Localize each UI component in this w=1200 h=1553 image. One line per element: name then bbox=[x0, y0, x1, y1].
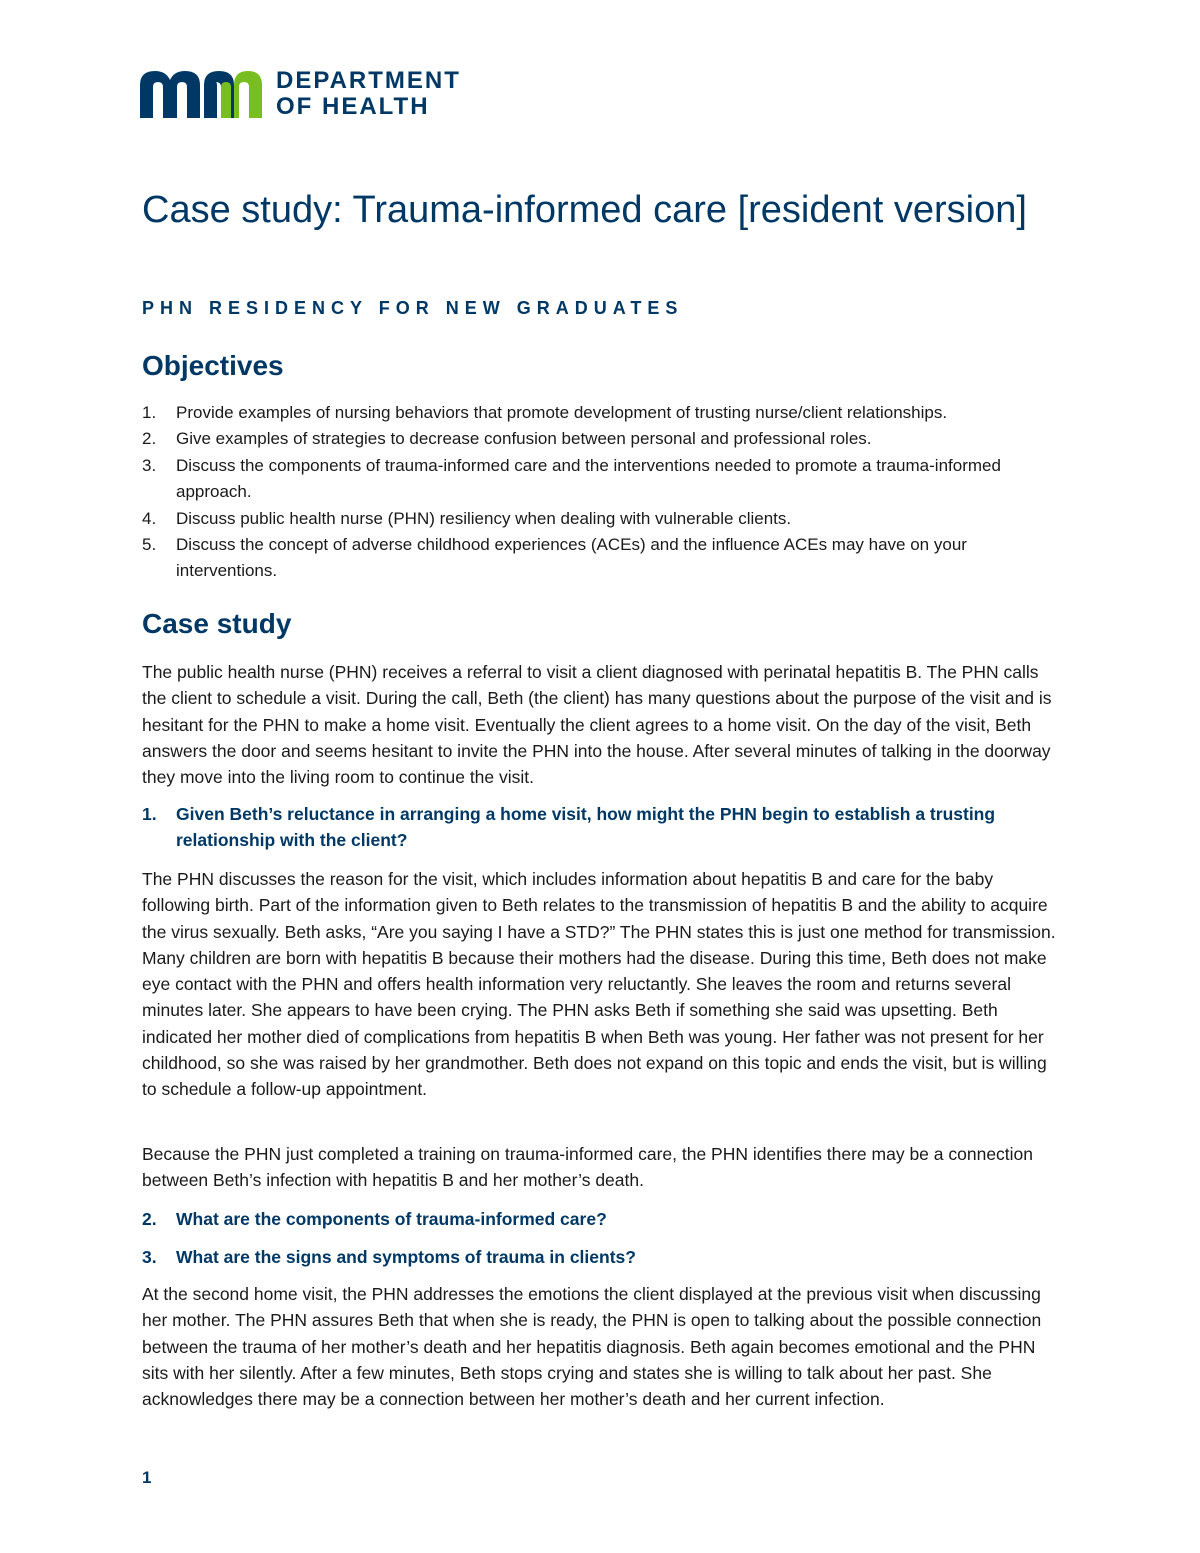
case-study-paragraph-3: Because the PHN just completed a training on trauma-informed care, the PHN identifies there may be a connection between Beth’s infection with hepatitis B and her mother’s death. bbox=[142, 1144, 1034, 1191]
objective-item bbox=[142, 426, 1062, 452]
question-text: What are the signs and symptoms of trauma in clients? bbox=[176, 1247, 636, 1267]
objective-number: 1. bbox=[142, 403, 157, 422]
objective-item bbox=[142, 532, 1062, 585]
document-title: Case study: Trauma-informed care [resident version] bbox=[142, 189, 1027, 231]
objective-text: Discuss the components of trauma-informed care and the interventions needed to promote a trauma-informed approach. bbox=[176, 455, 1001, 502]
logo-line-2: OF HEALTH bbox=[276, 93, 430, 120]
objective-text: Discuss public health nurse (PHN) resiliency when dealing with vulnerable clients. bbox=[176, 508, 792, 528]
logo-line-1: DEPARTMENT bbox=[276, 67, 461, 94]
case-study-paragraph-2: The PHN discusses the reason for the visit, which includes information about hepatitis B and care for the baby following birth. Part of the information given to Beth relates to the transmission of hepatitis B and the ability to acquire the virus sexually. Beth asks, “Are you saying I have a STD?” The PHN states this is just one method for transmission. Many children are born with hepatitis B because their mothers had the disease. During this time, Beth does not make eye contact with the PHN and offers health information very reluctantly. She leaves the room and returns several minutes later. She appears to have been crying. The PHN asks Beth if something she said was upsetting. Beth indicated her mother died of complications from hepatitis B when Beth was young. Her father was not present for her childhood, so she was raised by her grandmother. Beth does not expand on this topic and ends the visit, but is willing to schedule a follow-up appointment. bbox=[142, 869, 1056, 1100]
case-study-intro: The public health nurse (PHN) receives a referral to visit a client diagnosed with perinatal hepatitis B. The PHN calls the client to schedule a visit. During the call, Beth (the client) has many questions about the purpose of the visit and is hesitant for the PHN to make a home visit. Eventually the client agrees to a home visit. On the day of the visit, Beth answers the door and seems hesitant to invite the PHN into the house. After several minutes of talking in the doorway they move into the living room to continue the visit. bbox=[142, 662, 1052, 788]
objectives-list bbox=[142, 400, 1062, 585]
question-text: What are the components of trauma-informed care? bbox=[176, 1209, 607, 1229]
question-1 bbox=[142, 801, 1062, 854]
objective-text: Discuss the concept of adverse childhood experiences (ACEs) and the influence ACEs may have on your interventions. bbox=[176, 535, 967, 581]
objective-text: Provide examples of nursing behaviors that promote development of trusting nurse/client relationships. bbox=[176, 403, 948, 422]
objectives-heading: Objectives bbox=[142, 350, 284, 381]
objective-item bbox=[142, 453, 1062, 506]
question-2 bbox=[142, 1206, 1062, 1232]
objective-number: 5. bbox=[142, 535, 157, 555]
question-3 bbox=[142, 1244, 1062, 1270]
question-number: 3. bbox=[142, 1247, 157, 1267]
objective-number: 3. bbox=[142, 455, 157, 475]
case-study-heading: Case study bbox=[142, 608, 292, 639]
objective-item bbox=[142, 506, 1062, 532]
objective-item bbox=[142, 400, 1062, 426]
question-text: Given Beth’s reluctance in arranging a home visit, how might the PHN begin to establish a trusting relationship with the client? bbox=[176, 804, 996, 851]
objective-text: Give examples of strategies to decrease confusion between personal and professional roles. bbox=[176, 429, 872, 449]
objective-number: 2. bbox=[142, 429, 157, 449]
mn-logo-mark bbox=[140, 68, 262, 118]
page-number: 1 bbox=[142, 1468, 152, 1487]
document-subtitle: PHN RESIDENCY FOR NEW GRADUATES bbox=[142, 298, 684, 318]
question-number: 1. bbox=[142, 804, 157, 824]
question-number: 2. bbox=[142, 1209, 157, 1229]
objective-number: 4. bbox=[142, 508, 157, 528]
mdh-logo bbox=[140, 68, 500, 120]
case-study-paragraph-4: At the second home visit, the PHN addresses the emotions the client displayed at the previous visit when discussing her mother. The PHN assures Beth that when she is ready, the PHN is open to talking about the possible connection between the trauma of her mother’s death and her hepatitis diagnosis. Beth again becomes emotional and the PHN sits with her silently. After a few minutes, Beth stops crying and states she is willing to talk about her past. She acknowledges there may be a connection between her mother’s death and her current infection. bbox=[142, 1284, 1042, 1410]
logo-wordmark bbox=[276, 68, 461, 120]
